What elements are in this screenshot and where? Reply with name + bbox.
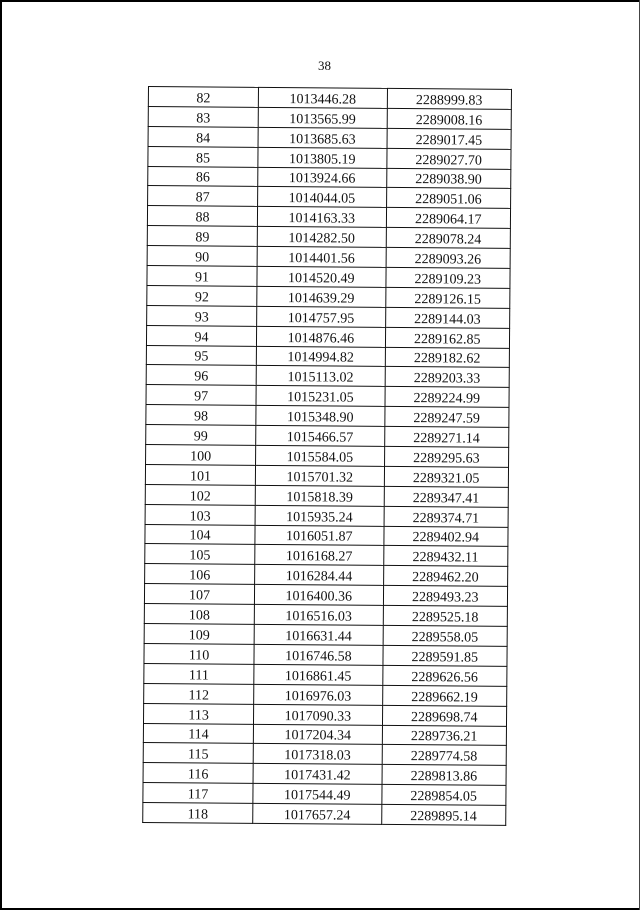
point-number-cell: 90 (147, 246, 257, 267)
y-coordinate-cell: 2289462.20 (383, 566, 508, 587)
x-coordinate-cell: 1015584.05 (256, 445, 385, 466)
point-number-cell: 106 (145, 564, 255, 585)
y-coordinate-cell: 2289591.85 (383, 645, 508, 666)
coordinates-table-body (143, 87, 512, 826)
x-coordinate-cell: 1014639.29 (257, 286, 386, 307)
y-coordinate-cell: 2289493.23 (383, 586, 508, 607)
table-row (144, 604, 507, 627)
table-row (146, 445, 509, 468)
point-number-cell: 88 (147, 206, 257, 227)
table-row (144, 624, 507, 647)
x-coordinate-cell: 1015935.24 (255, 505, 384, 526)
y-coordinate-cell: 2289558.05 (383, 625, 508, 646)
table-row (143, 803, 506, 826)
x-coordinate-cell: 1014520.49 (257, 266, 386, 287)
point-number-cell: 109 (144, 624, 254, 645)
x-coordinate-cell: 1016631.44 (254, 624, 383, 645)
y-coordinate-cell: 2289126.15 (385, 287, 510, 308)
x-coordinate-cell: 1014876.46 (257, 326, 386, 347)
point-number-cell: 94 (146, 325, 256, 346)
y-coordinate-cell: 2289182.62 (385, 347, 510, 368)
table-row (143, 763, 506, 786)
y-coordinate-cell: 2289093.26 (386, 247, 511, 268)
table-row (144, 683, 507, 706)
x-coordinate-cell: 1014282.50 (257, 227, 386, 248)
x-coordinate-cell: 1013924.66 (258, 167, 387, 188)
x-coordinate-cell: 1016400.36 (255, 585, 384, 606)
y-coordinate-cell: 2289895.14 (381, 804, 506, 825)
table-row (146, 385, 509, 408)
y-coordinate-cell: 2289295.63 (384, 446, 509, 467)
y-coordinate-cell: 2289813.86 (382, 765, 507, 786)
y-coordinate-cell: 2289008.16 (387, 108, 512, 129)
x-coordinate-cell: 1017544.49 (253, 784, 382, 805)
scan-border-top (0, 0, 640, 2)
y-coordinate-cell: 2289662.19 (382, 685, 507, 706)
y-coordinate-cell: 2288999.83 (387, 88, 512, 109)
point-number-cell: 99 (146, 425, 256, 446)
table-row (146, 345, 509, 368)
table-row (147, 266, 510, 289)
x-coordinate-cell: 1016516.03 (254, 605, 383, 626)
point-number-cell: 114 (143, 723, 253, 744)
point-number-cell: 110 (144, 643, 254, 664)
point-number-cell: 117 (143, 783, 253, 804)
y-coordinate-cell: 2289109.23 (385, 267, 510, 288)
y-coordinate-cell: 2289736.21 (382, 725, 507, 746)
y-coordinate-cell: 2289271.14 (384, 427, 509, 448)
point-number-cell: 98 (146, 405, 256, 426)
x-coordinate-cell: 1015348.90 (256, 406, 385, 427)
y-coordinate-cell: 2289374.71 (384, 506, 509, 527)
table-row (147, 226, 510, 249)
table-row (144, 584, 507, 607)
point-number-cell: 108 (144, 604, 254, 625)
point-number-cell: 103 (145, 504, 255, 525)
y-coordinate-cell: 2289854.05 (381, 785, 506, 806)
y-coordinate-cell: 2289203.33 (385, 367, 510, 388)
point-number-cell: 83 (148, 106, 258, 127)
table-row (148, 146, 511, 169)
point-number-cell: 107 (144, 584, 254, 605)
y-coordinate-cell: 2289626.56 (382, 665, 507, 686)
y-coordinate-cell: 2289774.58 (382, 745, 507, 766)
point-number-cell: 111 (144, 663, 254, 684)
point-number-cell: 92 (147, 285, 257, 306)
table-row (145, 524, 508, 547)
scan-border-left (0, 0, 2, 910)
x-coordinate-cell: 1015701.32 (256, 465, 385, 486)
table-row (148, 87, 511, 110)
table-row (148, 166, 511, 189)
table-row (145, 484, 508, 507)
point-number-cell: 87 (148, 186, 258, 207)
point-number-cell: 100 (146, 445, 256, 466)
y-coordinate-cell: 2289027.70 (386, 148, 511, 169)
point-number-cell: 95 (146, 345, 256, 366)
table-row (148, 186, 511, 209)
point-number-cell: 96 (146, 365, 256, 386)
y-coordinate-cell: 2289162.85 (385, 327, 510, 348)
x-coordinate-cell: 1016746.58 (254, 644, 383, 665)
y-coordinate-cell: 2289321.05 (384, 466, 509, 487)
table-row (147, 206, 510, 229)
y-coordinate-cell: 2289078.24 (386, 228, 511, 249)
y-coordinate-cell: 2289525.18 (383, 606, 508, 627)
table-row (147, 246, 510, 269)
table-row (145, 504, 508, 527)
point-number-cell: 93 (147, 305, 257, 326)
x-coordinate-cell: 1017318.03 (253, 744, 382, 765)
point-number-cell: 102 (145, 484, 255, 505)
point-number-cell: 82 (148, 87, 258, 108)
point-number-cell: 91 (147, 266, 257, 287)
x-coordinate-cell: 1015113.02 (256, 366, 385, 387)
x-coordinate-cell: 1014044.05 (258, 187, 387, 208)
table-row (148, 106, 511, 129)
x-coordinate-cell: 1014757.95 (257, 306, 386, 327)
table-row (143, 743, 506, 766)
x-coordinate-cell: 1014994.82 (256, 346, 385, 367)
table-row (148, 126, 511, 149)
y-coordinate-cell: 2289402.94 (383, 526, 508, 547)
x-coordinate-cell: 1015466.57 (256, 425, 385, 446)
table-row (146, 325, 509, 348)
y-coordinate-cell: 2289017.45 (387, 128, 512, 149)
table-row (145, 564, 508, 587)
x-coordinate-cell: 1017090.33 (254, 704, 383, 725)
x-coordinate-cell: 1017657.24 (253, 803, 382, 824)
point-number-cell: 86 (148, 166, 258, 187)
table-row (147, 285, 510, 308)
y-coordinate-cell: 2289224.99 (385, 387, 510, 408)
point-number-cell: 113 (143, 703, 253, 724)
table-row (145, 544, 508, 567)
table-row (143, 703, 506, 726)
x-coordinate-cell: 1017204.34 (253, 724, 382, 745)
point-number-cell: 115 (143, 743, 253, 764)
table-row (147, 305, 510, 328)
table-row (143, 723, 506, 746)
table-row (146, 365, 509, 388)
x-coordinate-cell: 1014401.56 (257, 246, 386, 267)
point-number-cell: 85 (148, 146, 258, 167)
x-coordinate-cell: 1016861.45 (254, 664, 383, 685)
table-row (144, 643, 507, 666)
point-number-cell: 84 (148, 126, 258, 147)
table-row (146, 425, 509, 448)
point-number-cell: 105 (145, 544, 255, 565)
x-coordinate-cell: 1017431.42 (253, 764, 382, 785)
point-number-cell: 101 (145, 464, 255, 485)
table-row (144, 663, 507, 686)
table-row (143, 783, 506, 806)
y-coordinate-cell: 2289144.03 (385, 307, 510, 328)
point-number-cell: 116 (143, 763, 253, 784)
y-coordinate-cell: 2289038.90 (386, 168, 511, 189)
coordinates-table (142, 86, 512, 826)
point-number-cell: 118 (143, 803, 253, 824)
x-coordinate-cell: 1013685.63 (258, 127, 387, 148)
x-coordinate-cell: 1015818.39 (255, 485, 384, 506)
point-number-cell: 112 (144, 683, 254, 704)
x-coordinate-cell: 1016168.27 (255, 545, 384, 566)
point-number-cell: 97 (146, 385, 256, 406)
y-coordinate-cell: 2289051.06 (386, 188, 511, 209)
point-number-cell: 104 (145, 524, 255, 545)
point-number-cell: 89 (147, 226, 257, 247)
x-coordinate-cell: 1015231.05 (256, 386, 385, 407)
x-coordinate-cell: 1013565.99 (258, 107, 387, 128)
x-coordinate-cell: 1016284.44 (255, 565, 384, 586)
page-number: 38 (318, 58, 331, 73)
table-row (146, 405, 509, 428)
x-coordinate-cell: 1013446.28 (258, 87, 387, 108)
x-coordinate-cell: 1014163.33 (258, 207, 387, 228)
y-coordinate-cell: 2289064.17 (386, 208, 511, 229)
x-coordinate-cell: 1016051.87 (255, 525, 384, 546)
x-coordinate-cell: 1016976.03 (254, 684, 383, 705)
y-coordinate-cell: 2289247.59 (384, 407, 509, 428)
table-row (145, 464, 508, 487)
y-coordinate-cell: 2289432.11 (383, 546, 508, 567)
x-coordinate-cell: 1013805.19 (258, 147, 387, 168)
y-coordinate-cell: 2289698.74 (382, 705, 507, 726)
y-coordinate-cell: 2289347.41 (384, 486, 509, 507)
